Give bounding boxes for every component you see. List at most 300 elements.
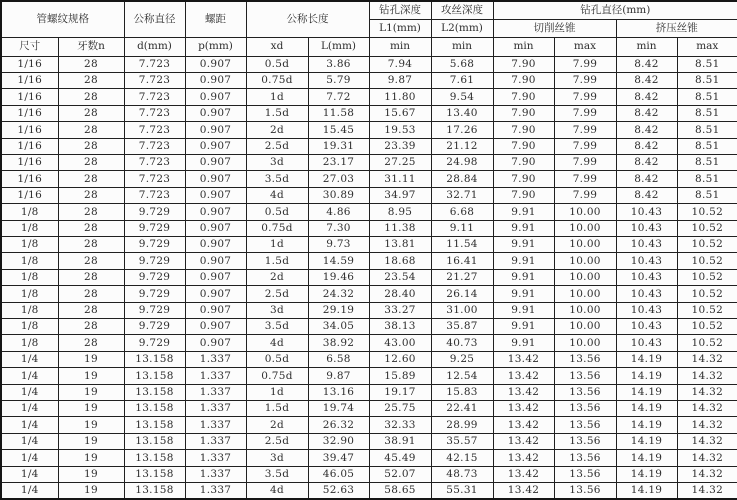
header-row-1: [1, 1, 737, 19]
table-cell: 7.90: [493, 154, 554, 170]
table-cell: 13.16: [308, 384, 369, 400]
table-row: [1, 368, 737, 384]
table-cell: 13.56: [554, 351, 616, 367]
table-cell: 3d: [246, 450, 308, 466]
table-cell: 32.33: [369, 417, 431, 433]
table-cell: 7.72: [308, 89, 369, 105]
table-cell: 14.32: [677, 466, 737, 482]
table-cell: 38.13: [369, 319, 431, 335]
table-cell: 15.45: [308, 122, 369, 138]
table-row: [1, 187, 737, 203]
table-cell: 27.03: [308, 171, 369, 187]
table-cell: 13.81: [369, 236, 431, 252]
table-cell: 8.42: [616, 56, 677, 72]
table-cell: 28: [58, 302, 124, 318]
table-cell: 8.51: [677, 187, 737, 203]
table-cell: 7.90: [493, 171, 554, 187]
table-row: [1, 302, 737, 318]
table-cell: 3d: [246, 154, 308, 170]
table-cell: 8.51: [677, 105, 737, 121]
table-cell: 28: [58, 187, 124, 203]
table-cell: 58.65: [369, 483, 431, 499]
table-cell: 14.32: [677, 483, 737, 499]
table-cell: 10.52: [677, 286, 737, 302]
table-cell: 0.907: [185, 253, 246, 269]
table-cell: 1.337: [185, 351, 246, 367]
table-cell: 1/8: [1, 319, 58, 335]
table-cell: 0.907: [185, 335, 246, 351]
table-cell: 19.53: [369, 122, 431, 138]
table-row: [1, 171, 737, 187]
table-cell: 8.42: [616, 171, 677, 187]
header-l1: L1(mm): [369, 19, 431, 37]
table-cell: 14.19: [616, 384, 677, 400]
table-cell: 11.38: [369, 220, 431, 236]
table-row: [1, 220, 737, 236]
table-cell: 9.73: [308, 236, 369, 252]
table-cell: 23.54: [369, 269, 431, 285]
table-cell: 8.51: [677, 154, 737, 170]
table-cell: 7.723: [124, 56, 185, 72]
table-cell: 45.49: [369, 450, 431, 466]
table-cell: 4d: [246, 335, 308, 351]
table-cell: 14.32: [677, 401, 737, 417]
table-cell: 5.68: [431, 56, 493, 72]
table-cell: 9.729: [124, 253, 185, 269]
table-cell: 13.56: [554, 466, 616, 482]
table-cell: 14.19: [616, 351, 677, 367]
table-cell: 10.43: [616, 335, 677, 351]
table-cell: 8.42: [616, 187, 677, 203]
table-cell: 7.90: [493, 105, 554, 121]
table-cell: 1/4: [1, 401, 58, 417]
header-tap-depth: 攻丝深度: [431, 1, 493, 19]
table-cell: 7.90: [493, 122, 554, 138]
table-cell: 9.91: [493, 220, 554, 236]
table-cell: 7.723: [124, 72, 185, 88]
table-cell: 1/4: [1, 351, 58, 367]
table-cell: 10.52: [677, 269, 737, 285]
table-cell: 19: [58, 450, 124, 466]
table-cell: 1/16: [1, 171, 58, 187]
table-cell: 13.158: [124, 466, 185, 482]
table-cell: 43.00: [369, 335, 431, 351]
table-cell: 9.91: [493, 286, 554, 302]
header-drill-diameter: 钻孔直径(mm): [493, 1, 737, 19]
table-cell: 52.07: [369, 466, 431, 482]
table-cell: 25.75: [369, 401, 431, 417]
table-cell: 8.42: [616, 154, 677, 170]
table-cell: 12.60: [369, 351, 431, 367]
table-cell: 7.723: [124, 138, 185, 154]
table-cell: 28: [58, 269, 124, 285]
table-cell: 34.97: [369, 187, 431, 203]
table-cell: 10.43: [616, 302, 677, 318]
table-cell: 9.91: [493, 204, 554, 220]
table-cell: 7.90: [493, 89, 554, 105]
table-cell: 38.92: [308, 335, 369, 351]
table-cell: 9.729: [124, 302, 185, 318]
header-teeth-count: 牙数n: [58, 37, 124, 56]
table-cell: 1/4: [1, 433, 58, 449]
table-cell: 14.32: [677, 384, 737, 400]
table-cell: 1/8: [1, 253, 58, 269]
table-cell: 19: [58, 466, 124, 482]
table-cell: 15.89: [369, 368, 431, 384]
table-cell: 28: [58, 253, 124, 269]
table-row: [1, 319, 737, 335]
table-cell: 9.729: [124, 204, 185, 220]
table-cell: 11.54: [431, 236, 493, 252]
table-cell: 0.75d: [246, 220, 308, 236]
table-row: [1, 138, 737, 154]
table-cell: 8.42: [616, 105, 677, 121]
table-cell: 8.51: [677, 171, 737, 187]
table-cell: 13.40: [431, 105, 493, 121]
table-cell: 46.05: [308, 466, 369, 482]
table-cell: 28: [58, 105, 124, 121]
table-cell: 1/4: [1, 466, 58, 482]
table-cell: 3.5d: [246, 319, 308, 335]
table-cell: 19.17: [369, 384, 431, 400]
table-cell: 1.337: [185, 384, 246, 400]
table-cell: 1d: [246, 384, 308, 400]
table-cell: 28: [58, 89, 124, 105]
table-cell: 28.40: [369, 286, 431, 302]
table-cell: 13.56: [554, 368, 616, 384]
table-cell: 1/16: [1, 89, 58, 105]
table-cell: 14.32: [677, 450, 737, 466]
table-cell: 10.00: [554, 319, 616, 335]
table-cell: 28: [58, 335, 124, 351]
table-cell: 35.57: [431, 433, 493, 449]
table-cell: 10.00: [554, 253, 616, 269]
table-cell: 9.91: [493, 253, 554, 269]
table-cell: 28: [58, 220, 124, 236]
table-cell: 28: [58, 204, 124, 220]
table-cell: 28.84: [431, 171, 493, 187]
table-cell: 10.52: [677, 236, 737, 252]
table-cell: 28: [58, 56, 124, 72]
table-cell: 15.67: [369, 105, 431, 121]
table-cell: 13.158: [124, 433, 185, 449]
table-row: [1, 351, 737, 367]
table-cell: 10.52: [677, 319, 737, 335]
table-cell: 0.5d: [246, 56, 308, 72]
table-cell: 3.5d: [246, 466, 308, 482]
table-cell: 5.79: [308, 72, 369, 88]
table-cell: 1.337: [185, 417, 246, 433]
table-cell: 9.91: [493, 236, 554, 252]
table-cell: 1/16: [1, 105, 58, 121]
table-cell: 1.5d: [246, 253, 308, 269]
table-cell: 13.158: [124, 450, 185, 466]
table-cell: 13.42: [493, 483, 554, 499]
table-cell: 14.19: [616, 483, 677, 499]
table-cell: 1/16: [1, 72, 58, 88]
table-cell: 19.31: [308, 138, 369, 154]
table-cell: 9.87: [308, 368, 369, 384]
header-extrusion-tap: 挤压丝锥: [616, 19, 737, 37]
table-cell: 3.5d: [246, 171, 308, 187]
header-l2: L2(mm): [431, 19, 493, 37]
table-cell: 26.14: [431, 286, 493, 302]
table-cell: 9.91: [493, 319, 554, 335]
table-cell: 7.99: [554, 56, 616, 72]
table-cell: 9.729: [124, 335, 185, 351]
table-cell: 0.907: [185, 286, 246, 302]
table-cell: 13.56: [554, 417, 616, 433]
table-cell: 38.91: [369, 433, 431, 449]
table-cell: 7.723: [124, 187, 185, 203]
header-cutting-max: max: [554, 37, 616, 56]
table-cell: 9.25: [431, 351, 493, 367]
header-l2-min: min: [431, 37, 493, 56]
table-cell: 28: [58, 122, 124, 138]
table-cell: 13.158: [124, 417, 185, 433]
table-cell: 7.99: [554, 138, 616, 154]
table-cell: 7.723: [124, 154, 185, 170]
table-cell: 10.43: [616, 204, 677, 220]
table-cell: 0.907: [185, 154, 246, 170]
table-cell: 13.42: [493, 433, 554, 449]
table-cell: 9.729: [124, 220, 185, 236]
table-row: [1, 466, 737, 482]
table-cell: 9.11: [431, 220, 493, 236]
table-cell: 1/4: [1, 417, 58, 433]
table-cell: 9.729: [124, 286, 185, 302]
table-cell: 10.43: [616, 253, 677, 269]
table-cell: 1/8: [1, 236, 58, 252]
table-cell: 24.98: [431, 154, 493, 170]
table-cell: 8.42: [616, 122, 677, 138]
table-cell: 1.5d: [246, 401, 308, 417]
table-cell: 9.54: [431, 89, 493, 105]
table-cell: 10.00: [554, 302, 616, 318]
table-cell: 2.5d: [246, 138, 308, 154]
table-cell: 0.907: [185, 319, 246, 335]
table-row: [1, 384, 737, 400]
table-cell: 8.51: [677, 122, 737, 138]
table-cell: 14.19: [616, 401, 677, 417]
table-cell: 13.56: [554, 450, 616, 466]
table-cell: 14.59: [308, 253, 369, 269]
table-cell: 7.61: [431, 72, 493, 88]
header-pipe-thread-spec: 管螺纹规格: [1, 1, 124, 37]
table-cell: 9.729: [124, 269, 185, 285]
table-cell: 12.54: [431, 368, 493, 384]
table-cell: 26.32: [308, 417, 369, 433]
table-cell: 55.31: [431, 483, 493, 499]
table-cell: 48.73: [431, 466, 493, 482]
table-cell: 0.907: [185, 89, 246, 105]
table-cell: 52.63: [308, 483, 369, 499]
table-cell: 10.52: [677, 253, 737, 269]
table-row: [1, 417, 737, 433]
table-cell: 33.27: [369, 302, 431, 318]
table-cell: 1/4: [1, 450, 58, 466]
table-cell: 1d: [246, 89, 308, 105]
table-cell: 0.75d: [246, 368, 308, 384]
table-cell: 1.337: [185, 433, 246, 449]
header-nominal-length: 公称长度: [246, 1, 369, 37]
table-cell: 9.729: [124, 236, 185, 252]
table-cell: 7.723: [124, 89, 185, 105]
table-cell: 0.907: [185, 187, 246, 203]
table-cell: 9.91: [493, 269, 554, 285]
table-cell: 13.158: [124, 351, 185, 367]
table-cell: 10.00: [554, 269, 616, 285]
table-cell: 0.907: [185, 56, 246, 72]
table-cell: 4d: [246, 483, 308, 499]
table-cell: 10.43: [616, 269, 677, 285]
table-cell: 19: [58, 368, 124, 384]
table-row: [1, 253, 737, 269]
table-cell: 19.74: [308, 401, 369, 417]
table-cell: 32.90: [308, 433, 369, 449]
table-cell: 4.86: [308, 204, 369, 220]
header-extrusion-max: max: [677, 37, 737, 56]
table-row: [1, 89, 737, 105]
table-cell: 0.907: [185, 302, 246, 318]
table-cell: 15.83: [431, 384, 493, 400]
header-p: p(mm): [185, 37, 246, 56]
table-cell: 1.337: [185, 450, 246, 466]
table-cell: 0.907: [185, 138, 246, 154]
table-row: [1, 335, 737, 351]
table-cell: 19: [58, 417, 124, 433]
table-cell: 10.43: [616, 236, 677, 252]
table-cell: 10.00: [554, 335, 616, 351]
table-cell: 13.56: [554, 433, 616, 449]
table-row: [1, 483, 737, 499]
table-cell: 8.42: [616, 72, 677, 88]
table-row: [1, 286, 737, 302]
table-cell: 28: [58, 154, 124, 170]
table-cell: 19.46: [308, 269, 369, 285]
header-size: 尺寸: [1, 37, 58, 56]
table-cell: 28: [58, 319, 124, 335]
table-cell: 1/16: [1, 122, 58, 138]
table-row: [1, 401, 737, 417]
table-row: [1, 433, 737, 449]
table-cell: 14.32: [677, 351, 737, 367]
table-cell: 13.42: [493, 466, 554, 482]
table-cell: 0.5d: [246, 351, 308, 367]
table-row: [1, 450, 737, 466]
table-cell: 31.00: [431, 302, 493, 318]
table-cell: 28: [58, 236, 124, 252]
table-cell: 13.56: [554, 384, 616, 400]
table-cell: 13.158: [124, 483, 185, 499]
table-cell: 7.99: [554, 89, 616, 105]
table-row: [1, 122, 737, 138]
table-cell: 7.723: [124, 171, 185, 187]
table-cell: 29.19: [308, 302, 369, 318]
table-cell: 13.42: [493, 450, 554, 466]
table-cell: 34.05: [308, 319, 369, 335]
table-cell: 10.52: [677, 302, 737, 318]
header-L: L(mm): [308, 37, 369, 56]
table-cell: 1/16: [1, 154, 58, 170]
table-cell: 7.90: [493, 72, 554, 88]
table-row: [1, 56, 737, 72]
table-cell: 14.19: [616, 368, 677, 384]
table-cell: 0.907: [185, 269, 246, 285]
table-row: [1, 204, 737, 220]
table-cell: 9.91: [493, 302, 554, 318]
table-cell: 10.00: [554, 236, 616, 252]
table-cell: 13.42: [493, 384, 554, 400]
table-cell: 13.42: [493, 351, 554, 367]
table-cell: 14.19: [616, 433, 677, 449]
header-l1-min: min: [369, 37, 431, 56]
table-cell: 39.47: [308, 450, 369, 466]
table-cell: 4d: [246, 187, 308, 203]
table-cell: 7.723: [124, 105, 185, 121]
table-cell: 23.17: [308, 154, 369, 170]
table-cell: 8.51: [677, 89, 737, 105]
table-row: [1, 269, 737, 285]
table-cell: 3d: [246, 302, 308, 318]
header-d: d(mm): [124, 37, 185, 56]
table-cell: 7.99: [554, 154, 616, 170]
header-nominal-diameter: 公称直径: [124, 1, 185, 37]
table-body: [1, 56, 737, 499]
table-cell: 6.58: [308, 351, 369, 367]
table-cell: 1/16: [1, 56, 58, 72]
table-cell: 42.15: [431, 450, 493, 466]
table-cell: 7.90: [493, 187, 554, 203]
table-cell: 11.58: [308, 105, 369, 121]
table-cell: 21.27: [431, 269, 493, 285]
table-cell: 7.94: [369, 56, 431, 72]
table-cell: 1/8: [1, 269, 58, 285]
header-row-3: [1, 37, 737, 56]
table-cell: 2d: [246, 269, 308, 285]
header-xd: xd: [246, 37, 308, 56]
table-cell: 0.907: [185, 72, 246, 88]
header-drill-depth: 钻孔深度: [369, 1, 431, 19]
table-cell: 14.32: [677, 433, 737, 449]
table-cell: 7.90: [493, 56, 554, 72]
table-row: [1, 154, 737, 170]
table-cell: 1/8: [1, 302, 58, 318]
table-cell: 13.158: [124, 401, 185, 417]
table-cell: 14.32: [677, 417, 737, 433]
table-cell: 1.337: [185, 466, 246, 482]
table-cell: 7.723: [124, 122, 185, 138]
table-cell: 6.68: [431, 204, 493, 220]
table-cell: 1/8: [1, 204, 58, 220]
table-cell: 0.907: [185, 105, 246, 121]
table-cell: 2d: [246, 417, 308, 433]
table-cell: 10.43: [616, 220, 677, 236]
table-cell: 19: [58, 401, 124, 417]
table-cell: 7.30: [308, 220, 369, 236]
table-cell: 1/16: [1, 138, 58, 154]
table-cell: 10.00: [554, 286, 616, 302]
table-cell: 7.99: [554, 122, 616, 138]
table-cell: 24.32: [308, 286, 369, 302]
table-cell: 10.43: [616, 286, 677, 302]
table-cell: 28: [58, 72, 124, 88]
table-cell: 14.32: [677, 368, 737, 384]
table-cell: 0.75d: [246, 72, 308, 88]
table-cell: 7.99: [554, 72, 616, 88]
table-cell: 16.41: [431, 253, 493, 269]
table-cell: 28: [58, 171, 124, 187]
